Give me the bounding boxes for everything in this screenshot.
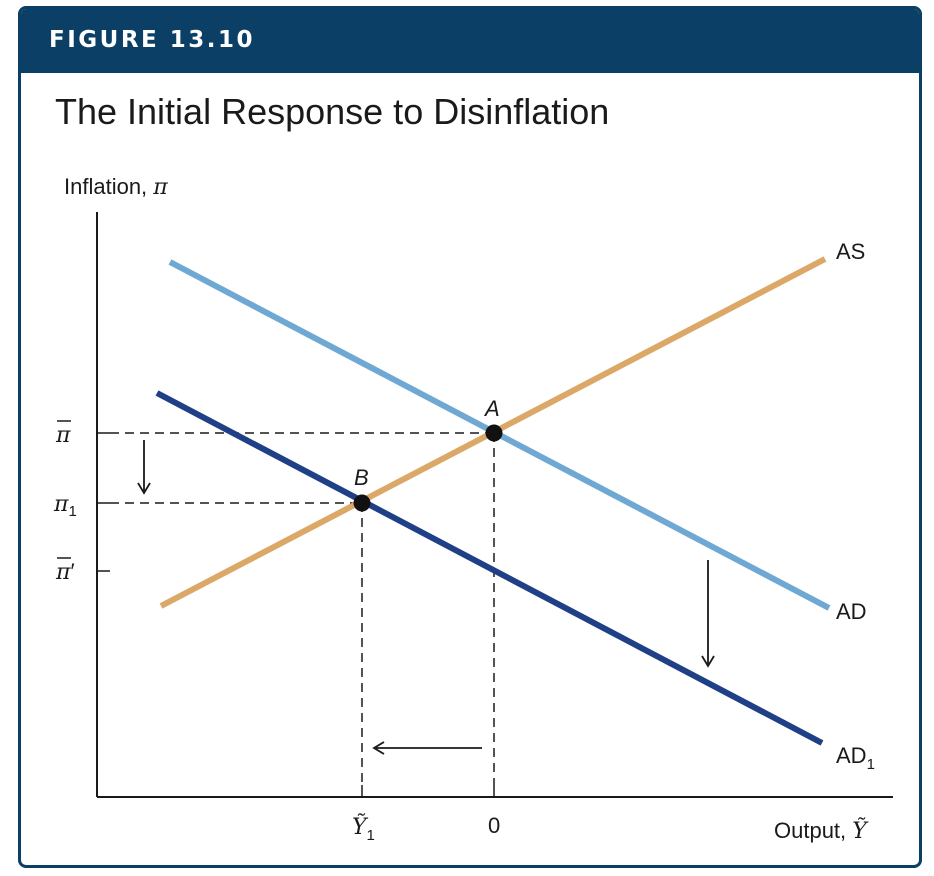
- x-tick-label-y1: Ỹ$_1$: [352, 815, 375, 844]
- point-a-label: A: [485, 396, 500, 421]
- y-tick-label-pi-bar: π: [56, 423, 71, 448]
- point-a: [486, 425, 503, 442]
- point-b-label: B: [354, 465, 369, 490]
- figure-label: FIGURE 13.10: [49, 27, 256, 53]
- x-tick-label-zero: 0: [488, 813, 501, 838]
- x-axis-label: Output, Ỹ: [774, 818, 867, 844]
- point-b: [354, 495, 371, 512]
- y-tick-label-pi-bar-prime: π′: [56, 559, 75, 585]
- y-tick-label-pi-1: $\pi_1$: [54, 492, 77, 520]
- ad-label: AD: [836, 599, 867, 624]
- as-label: AS: [836, 239, 866, 264]
- y-axis-label: Inflation, π: [64, 174, 168, 200]
- figure-title: The Initial Response to Disinflation: [55, 91, 610, 132]
- ad1-curve: [157, 393, 822, 743]
- ad1-label: $AD_1$: [836, 743, 875, 773]
